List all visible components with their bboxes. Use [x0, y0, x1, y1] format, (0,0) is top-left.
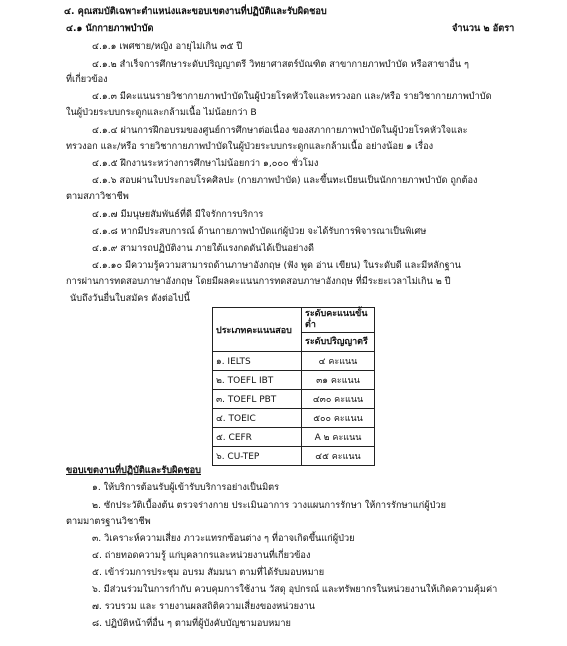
- score-cell: ๓๑ คะแนน: [302, 371, 375, 390]
- qualification-6-line2: ตามสภาวิชาชีพ: [66, 191, 129, 202]
- qualification-7: ๔.๑.๗ มีมนุษยสัมพันธ์ที่ดี มีใจรักการบริการ: [92, 209, 264, 220]
- qualification-10-line3: นับถึงวันยื่นใบสมัคร ดังต่อไปนี้: [70, 293, 190, 304]
- test-type-cell: ๑. IELTS: [213, 352, 302, 371]
- scope-item-3: ๓. วิเคราะห์ความเสี่ยง ภาวะแทรกซ้อนต่าง ๆ ที่อาจเกิดขึ้นแก่ผู้ป่วย: [92, 533, 355, 544]
- section-heading: ๔. คุณสมบัติเฉพาะตำแหน่งและขอบเขตงานที่ปฏิบัติและรับผิดชอบ: [64, 6, 327, 17]
- qualification-2-line1: ๔.๑.๒ สำเร็จการศึกษาระดับปริญญาตรี วิทยาศาสตร์บัณฑิต สาขากายภาพบำบัด หรือสาขาอื่น ๆ: [92, 59, 469, 70]
- qualification-3-line2: ในผู้ป่วยระบบกระดูกและกล้ามเนื้อ ไม่น้อยกว่า B: [66, 107, 257, 118]
- scope-item-5: ๕. เข้าร่วมการประชุม อบรม สัมมนา ตามที่ได้รับมอบหมาย: [92, 567, 325, 578]
- qualification-9: ๔.๑.๙ สามารถปฏิบัติงาน ภายใต้แรงกดดันได้เป็นอย่างดี: [92, 243, 314, 254]
- score-cell: ๔๓๐ คะแนน: [302, 390, 375, 409]
- table-row: [213, 428, 375, 447]
- score-cell: ๔๕ คะแนน: [302, 447, 375, 466]
- position-title: ๔.๑ นักกายภาพบำบัด: [66, 23, 154, 34]
- qualification-1: ๔.๑.๑ เพศชาย/หญิง อายุไม่เกิน ๓๕ ปี: [92, 41, 243, 52]
- scope-heading: ขอบเขตงานที่ปฏิบัติและรับผิดชอบ: [66, 465, 201, 476]
- header-test-type: ประเภทคะแนนสอบ: [213, 308, 302, 352]
- test-type-cell: ๒. TOEFL IBT: [213, 371, 302, 390]
- qualification-5: ๔.๑.๕ ฝึกงานระหว่างการศึกษาไม่น้อยกว่า ๑,๐๐๐ ชั่วโมง: [92, 158, 319, 169]
- scope-item-8: ๘. ปฏิบัติหน้าที่อื่น ๆ ตามที่ผู้บังคับบัญชามอบหมาย: [92, 618, 291, 629]
- table-row: [213, 352, 375, 371]
- test-type-cell: ๔. TOEIC: [213, 409, 302, 428]
- qualification-2-line2: ที่เกี่ยวข้อง: [66, 74, 108, 85]
- table-row: [213, 390, 375, 409]
- scope-item-2-line1: ๒. ซักประวัติเบื้องต้น ตรวจร่างกาย ประเมินอาการ วางแผนการรักษา ให้การรักษาแก่ผู้ป่วย: [92, 500, 446, 511]
- score-cell: ๔ คะแนน: [302, 352, 375, 371]
- test-type-cell: ๕. CEFR: [213, 428, 302, 447]
- scope-item-2-line2: ตามมาตรฐานวิชาชีพ: [66, 516, 151, 527]
- score-cell: ๕๐๐ คะแนน: [302, 409, 375, 428]
- qualification-3-line1: ๔.๑.๓ มีคะแนนรายวิชากายภาพบำบัดในผู้ป่วยโรคหัวใจและทรวงอก และ/หรือ รายวิชากายภาพบำบัด: [92, 91, 492, 102]
- qualification-4-line2: ทรวงอก และ/หรือ รายวิชากายภาพบำบัดในผู้ป่วยระบบกระดูกและกล้ามเนื้อ อย่างน้อย ๑ เรื่อง: [66, 141, 434, 152]
- header-degree-level: ระดับปริญญาตรี: [302, 333, 375, 352]
- qualification-10-line2: การผ่านการทดสอบภาษาอังกฤษ โดยมีผลคะแนนการทดสอบภาษาอังกฤษ ที่มีระยะเวลาไม่เกิน ๒ ปี: [66, 276, 451, 287]
- scope-item-4: ๔. ถ่ายทอดความรู้ แก่บุคลากรและหน่วยงานที่เกี่ยวข้อง: [92, 550, 311, 561]
- scope-item-6: ๖. มีส่วนร่วมในการกำกับ ควบคุมการใช้งาน วัสดุ อุปกรณ์ และทรัพยากรในหน่วยงานให้เกิดความคุ้มค่า: [92, 584, 498, 595]
- test-type-cell: ๖. CU-TEP: [213, 447, 302, 466]
- table-row: [213, 409, 375, 428]
- qualification-6-line1: ๔.๑.๖ สอบผ่านใบประกอบโรคศิลปะ (กายภาพบำบัด) และขึ้นทะเบียนเป็นนักกายภาพบำบัด ถูกต้อง: [92, 175, 478, 186]
- english-score-table: [212, 307, 375, 466]
- scope-item-7: ๗. รวบรวม และ รายงานผลสถิติความเสี่ยงของหน่วยงาน: [92, 601, 315, 612]
- table-header-row: [213, 308, 375, 333]
- position-count: จำนวน ๒ อัตรา: [452, 23, 515, 34]
- header-minimum-score: ระดับคะแนนขั้นต่ำ: [302, 308, 375, 333]
- qualification-10-line1: ๔.๑.๑๐ มีความรู้ความสามารถด้านภาษาอังกฤษ (ฟัง พูด อ่าน เขียน) ในระดับดี และมีหลักฐาน: [92, 260, 461, 271]
- qualification-8: ๔.๑.๘ หากมีประสบการณ์ ด้านกายภาพบำบัดแก่ผู้ป่วย จะได้รับการพิจารณาเป็นพิเศษ: [92, 226, 427, 237]
- table-row: [213, 371, 375, 390]
- score-cell: A ๒ คะแนน: [302, 428, 375, 447]
- scope-item-1: ๑. ให้บริการต้อนรับผู้เข้ารับบริการอย่างเป็นมิตร: [92, 482, 280, 493]
- qualification-4-line1: ๔.๑.๔ ผ่านการฝึกอบรมของศูนย์การศึกษาต่อเนื่อง ของสภากายภาพบำบัดในผู้ป่วยโรคหัวใจและ: [92, 125, 468, 136]
- test-type-cell: ๓. TOEFL PBT: [213, 390, 302, 409]
- table-row: [213, 447, 375, 466]
